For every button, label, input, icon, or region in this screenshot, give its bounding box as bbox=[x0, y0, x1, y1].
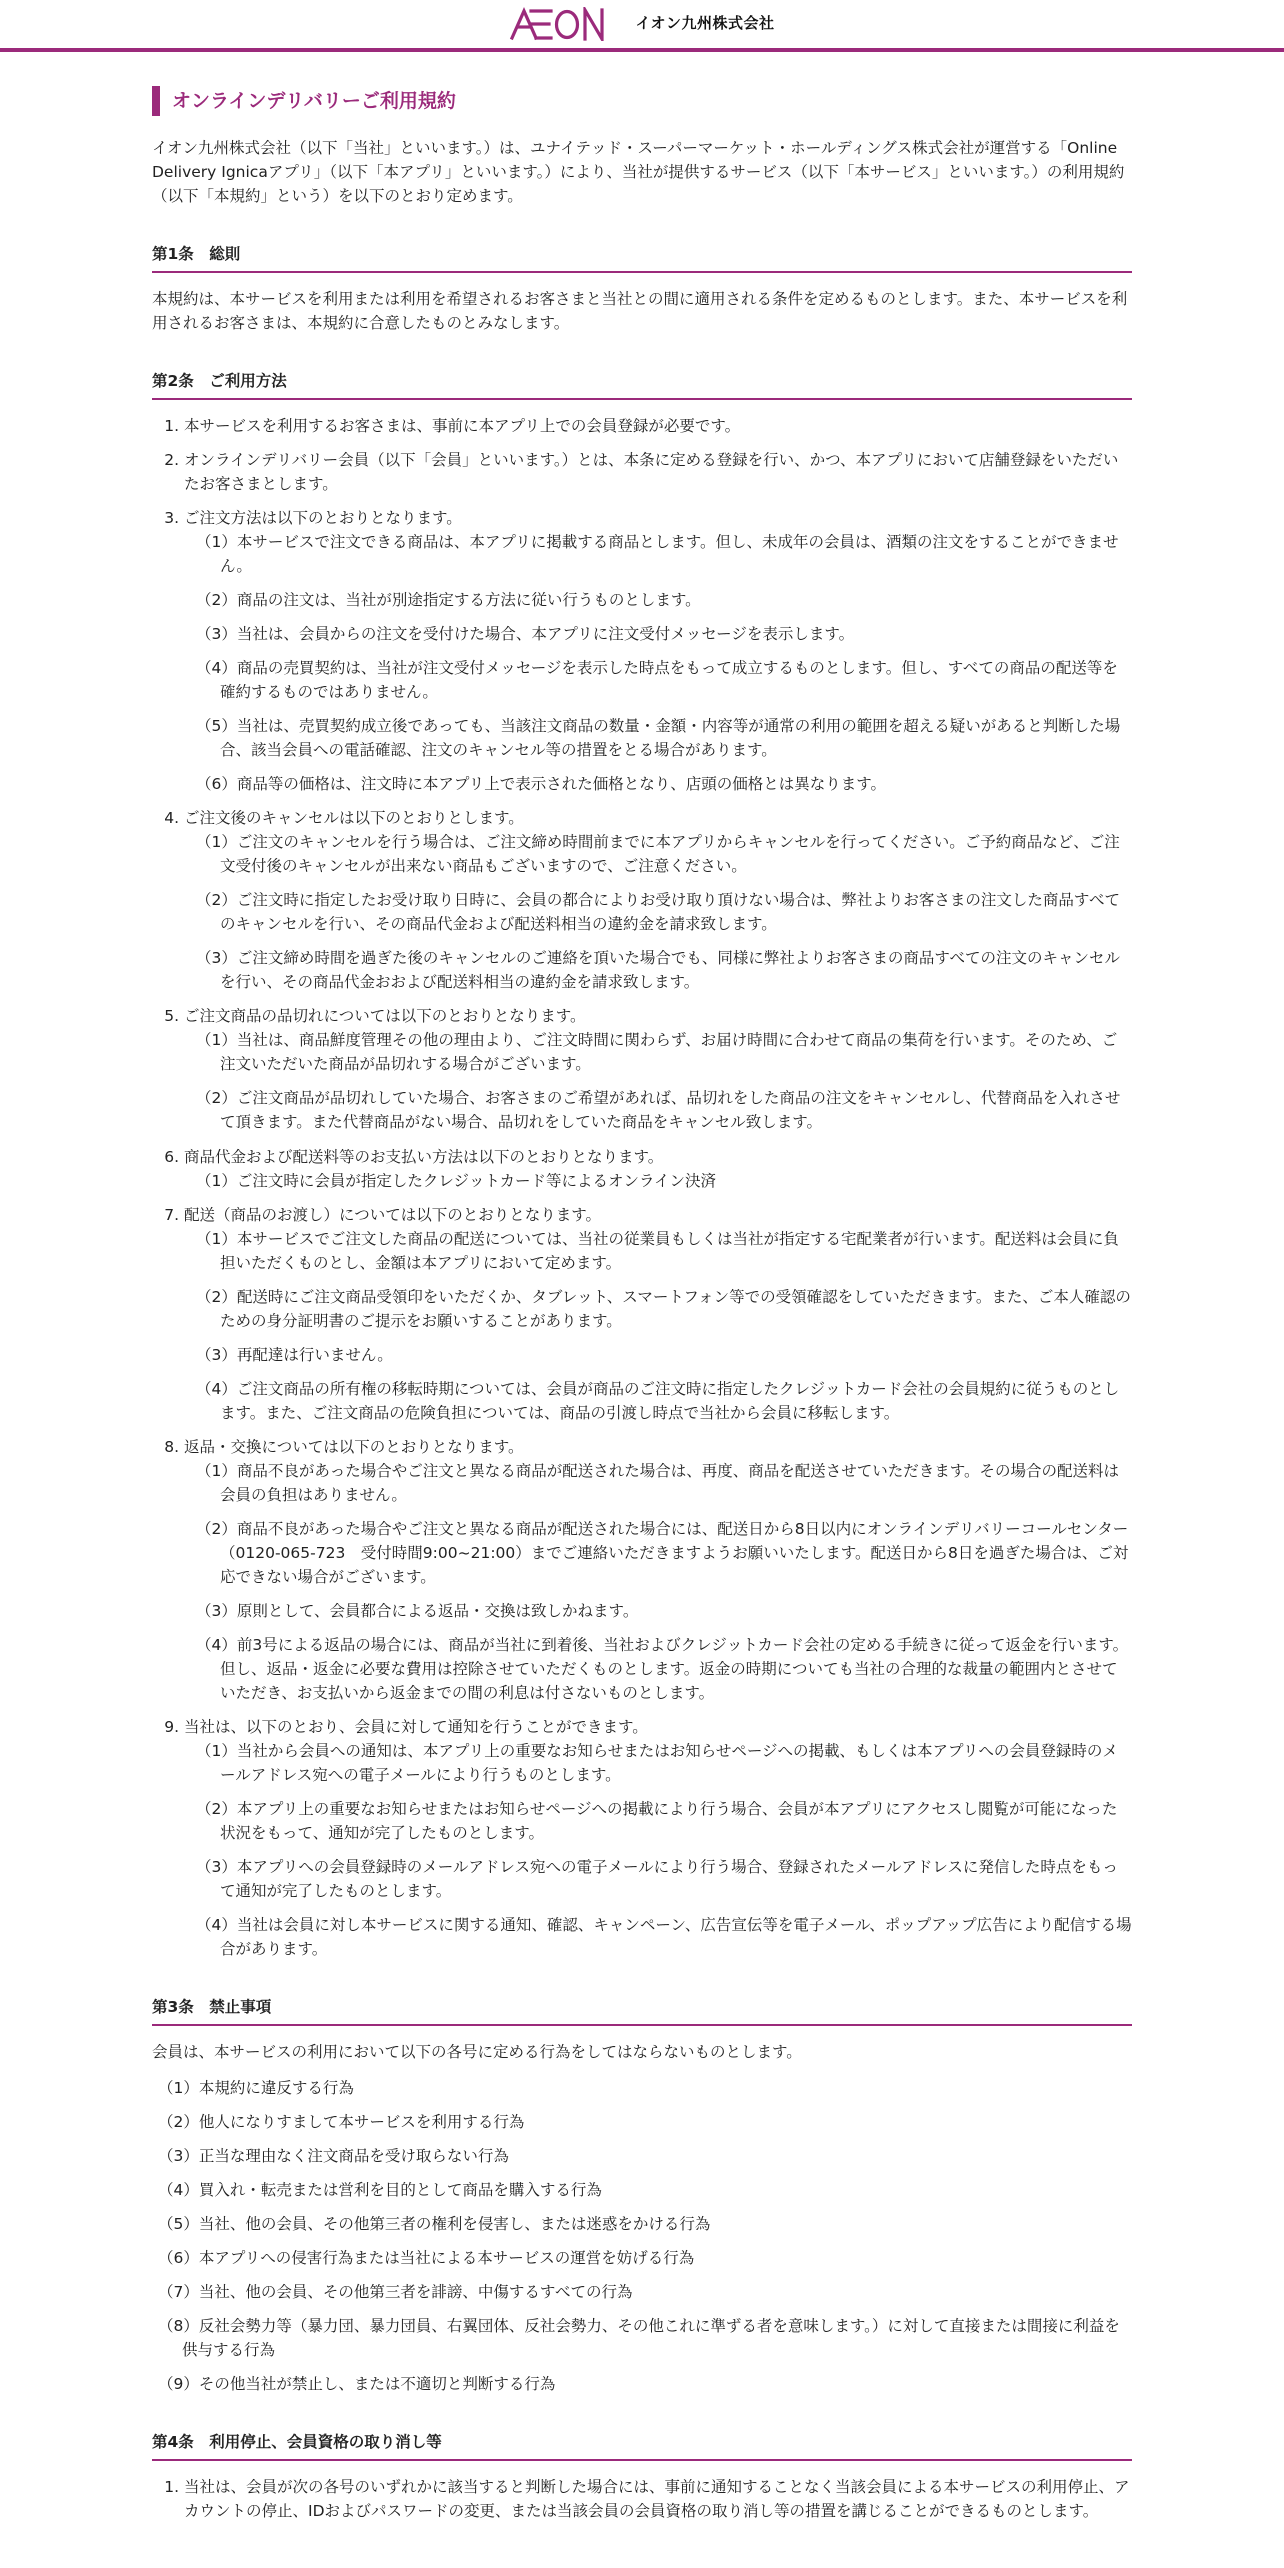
sub-item: （2）本アプリ上の重要なお知らせまたはお知らせページへの掲載により行う場合、会員が本アプリにアクセスし閲覧が可能になった状況をもって、通知が完了したものとします。 bbox=[196, 1799, 1118, 1842]
item-text: 2. オンラインデリバリー会員（以下「会員」といいます。）とは、本条に定める登録を行い、かつ、本アプリにおいて店舗登録をいただいたお客さまとします。 bbox=[184, 451, 1119, 494]
sub-list bbox=[184, 530, 1132, 796]
sub-item: （4）商品の売買契約は、当社が注文受付メッセージを表示した時点をもって成立するものとします。但し、すべての商品の配送等を確約するものではありません。 bbox=[196, 659, 1118, 702]
aeon-logo[interactable] bbox=[509, 4, 605, 44]
company-name: イオン九州株式会社 bbox=[635, 14, 775, 33]
sub-item: （6）商品等の価格は、注文時に本アプリ上で表示された価格となり、店頭の価格とは異なります。 bbox=[196, 775, 887, 794]
item-text: 5. ご注文商品の品切れについては以下のとおりとなります。 bbox=[184, 1007, 586, 1026]
list-item bbox=[184, 414, 1132, 438]
list-item bbox=[184, 1435, 1132, 1705]
article-3-intro: 会員は、本サービスの利用において以下の各号に定める行為をしてはならないものとします。 bbox=[152, 2042, 802, 2061]
sub-item: （1）ご注文のキャンセルを行う場合は、ご注文締め時間前までに本アプリからキャンセルを行ってください。ご予約商品など、ご注文受付後のキャンセルが出来ない商品もございますので、ご注意ください。 bbox=[196, 833, 1120, 876]
item-text: 4. ご注文後のキャンセルは以下のとおりとします。 bbox=[184, 809, 524, 828]
sub-item: （3）当社は、会員からの注文を受付けた場合、本アプリに注文受付メッセージを表示します。 bbox=[196, 625, 855, 644]
article-1-title: 第1条 総則 bbox=[152, 242, 1132, 273]
page-title: オンラインデリバリーご利用規約 bbox=[152, 86, 1132, 116]
prohibited-item: （5）当社、他の会員、その他第三者の権利を侵害し、または迷惑をかける行為 bbox=[158, 2215, 711, 2234]
list-item bbox=[184, 1145, 1132, 1193]
sub-item: （1）当社は、商品鮮度管理その他の理由より、ご注文時間に関わらず、お届け時間に合わせて商品の集荷を行います。そのため、ご注文いただいた商品が品切れする場合がございます。 bbox=[196, 1031, 1118, 1074]
article-1-text: 本規約は、本サービスを利用または利用を希望されるお客さまと当社との間に適用される条件を定めるものとします。また、本サービスを利用されるお客さまは、本規約に合意したものとみなします。 bbox=[152, 290, 1128, 333]
sub-list bbox=[184, 830, 1132, 994]
sub-list bbox=[184, 1739, 1132, 1961]
sub-item: （2）ご注文商品が品切れしていた場合、お客さまのご希望があれば、品切れをした商品の注文をキャンセルし、代替商品を入れさせて頂きます。また代替商品がない場合、品切れをしていた商品をキャンセル致します。 bbox=[196, 1089, 1121, 1132]
prohibited-item: （3）正当な理由なく注文商品を受け取らない行為 bbox=[158, 2147, 509, 2166]
article-2-list bbox=[152, 414, 1132, 1961]
item-text: 8. 返品・交換については以下のとおりとなります。 bbox=[184, 1437, 524, 1456]
item-text: 6. 商品代金および配送料等のお支払い方法は以下のとおりとなります。 bbox=[184, 1147, 664, 1166]
sub-item: （5）当社は、売買契約成立後であっても、当該注文商品の数量・金額・内容等が通常の利用の範囲を超える疑いがあると判断した場合、該当会員への電話確認、注文のキャンセル等の措置をとる場合があります。 bbox=[196, 717, 1121, 760]
sub-item: （2）配送時にご注文商品受領印をいただくか、タブレット、スマートフォン等での受領確認をしていただきます。また、ご本人確認のための身分証明書のご提示をお願いすることがあります。 bbox=[196, 1287, 1131, 1330]
prohibited-item: （7）当社、他の会員、その他第三者を誹謗、中傷するすべての行為 bbox=[158, 2283, 633, 2302]
list-item bbox=[184, 2475, 1132, 2523]
sub-item: （1）本サービスでご注文した商品の配送については、当社の従業員もしくは当社が指定する宅配業者が行います。配送料は会員に負担いただくものとし、金額は本アプリにおいて定めます。 bbox=[196, 1229, 1119, 1272]
sub-item: （3）ご注文締め時間を過ぎた後のキャンセルのご連絡を頂いた場合でも、同様に弊社よりお客さまの商品すべての注文のキャンセルを行い、その商品代金おおよび配送料相当の違約金を請求致します。 bbox=[196, 949, 1121, 992]
sub-list bbox=[184, 1169, 1132, 1193]
sub-item: （4）当社は会員に対し本サービスに関する通知、確認、キャンペーン、広告宣伝等を電子メール、ポップアップ広告により配信する場合があります。 bbox=[196, 1915, 1132, 1958]
list-item bbox=[184, 448, 1132, 496]
aeon-logo-mark bbox=[509, 7, 605, 41]
intro-paragraph: イオン九州株式会社（以下「当社」といいます。）は、ユナイテッド・スーパーマーケット・ホールディングス株式会社が運営する「Online Delivery Ignicaアプリ」（以下「本アプリ」といいます。）により、当社が提供するサービス（以下「本サービス」といいます。）の利用規約（以下「本規約」という）を以下のとおり定めます。 bbox=[152, 139, 1125, 206]
sub-item: （4）前3号による返品の場合には、商品が当社に到着後、当社およびクレジットカード会社の定める手続きに従って返金を行います。但し、返品・返金に必要な費用は控除させていただくものとします。返金の時期についても当社の合理的な裁量の範囲内とさせていただき、お支払いから返金までの間の利息は付さないものとします。 bbox=[196, 1635, 1129, 1702]
sub-item: （3）本アプリへの会員登録時のメールアドレス宛への電子メールにより行う場合、登録されたメールアドレスに発信した時点をもって通知が完了したものとします。 bbox=[196, 1857, 1118, 1900]
sub-item: （1）商品不良があった場合やご注文と異なる商品が配送された場合は、再度、商品を配送させていただきます。その場合の配送料は会員の負担はありません。 bbox=[196, 1461, 1119, 1504]
prohibited-item: （2）他人になりすまして本サービスを利用する行為 bbox=[158, 2113, 525, 2131]
terms-content bbox=[152, 52, 1132, 2523]
list-item bbox=[184, 806, 1132, 994]
sub-list bbox=[184, 1028, 1132, 1134]
sub-item: （1）ご注文時に会員が指定したクレジットカード等によるオンライン決済 bbox=[196, 1171, 717, 1190]
sub-item: （2）ご注文時に指定したお受け取り日時に、会員の都合によりお受け取り頂けない場合は、弊社よりお客さまの注文した商品すべてのキャンセルを行い、その商品代金および配送料相当の違約金を請求致します。 bbox=[196, 891, 1121, 934]
list-item bbox=[184, 1004, 1132, 1134]
item-text: 7. 配送（商品のお渡し）については以下のとおりとなります。 bbox=[184, 1205, 601, 1224]
prohibited-list bbox=[152, 2076, 1132, 2396]
list-item bbox=[184, 506, 1132, 796]
list-item bbox=[184, 1203, 1132, 1425]
list-item bbox=[184, 1715, 1132, 1961]
prohibited-item: （8）反社会勢力等（暴力団、暴力団員、右翼団体、反社会勢力、その他これに準ずる者を意味します。）に対して直接または間接に利益を供与する行為 bbox=[158, 2317, 1120, 2360]
item-text: 1. 当社は、会員が次の各号のいずれかに該当すると判断した場合には、事前に通知することなく当該会員による本サービスの利用停止、アカウントの停止、IDおよびパスワードの変更、または当該会員の会員資格の取り消し等の措置を講じることができるものとします。 bbox=[184, 2478, 1130, 2521]
item-text: 3. ご注文方法は以下のとおりとなります。 bbox=[184, 509, 462, 528]
prohibited-item: （9）その他当社が禁止し、または不適切と判断する行為 bbox=[158, 2375, 556, 2394]
article-3-title: 第3条 禁止事項 bbox=[152, 1995, 1132, 2026]
prohibited-item: （4）買入れ・転売または営利を目的として商品を購入する行為 bbox=[158, 2181, 602, 2200]
prohibited-item: （1）本規約に違反する行為 bbox=[158, 2078, 354, 2097]
item-text: 1. 本サービスを利用するお客さまは、事前に本アプリ上での会員登録が必要です。 bbox=[184, 417, 741, 436]
sub-item: （1）当社から会員への通知は、本アプリ上の重要なお知らせまたはお知らせページへの掲載、もしくは本アプリへの会員登録時のメールアドレス宛への電子メールにより行うものとします。 bbox=[196, 1741, 1118, 1784]
sub-item: （2）商品の注文は、当社が別途指定する方法に従い行うものとします。 bbox=[196, 591, 701, 610]
sub-item: （4）ご注文商品の所有権の移転時期については、会員が商品のご注文時に指定したクレジットカード会社の会員規約に従うものとします。また、ご注文商品の危険負担については、商品の引渡し時点で当社から会員に移転します。 bbox=[196, 1379, 1120, 1422]
sub-item: （3）再配達は行いません。 bbox=[196, 1345, 393, 1364]
site-header bbox=[0, 0, 1284, 52]
sub-item: （1）本サービスで注文できる商品は、本アプリに掲載する商品とします。但し、未成年の会員は、酒類の注文をすることができません。 bbox=[196, 533, 1119, 576]
prohibited-item: （6）本アプリへの侵害行為または当社による本サービスの運営を妨げる行為 bbox=[158, 2249, 695, 2268]
sub-list bbox=[184, 1459, 1132, 1705]
article-4-list bbox=[152, 2475, 1132, 2523]
article-2-title: 第2条 ご利用方法 bbox=[152, 369, 1132, 400]
article-4-title: 第4条 利用停止、会員資格の取り消し等 bbox=[152, 2430, 1132, 2461]
sub-item: （2）商品不良があった場合やご注文と異なる商品が配送された場合には、配送日から8日以内にオンラインデリバリーコールセンター（0120-065-723 受付時間9:00~21:00）までご連絡いただきますようお願いいたします。配送日から8日を過ぎた場合は、ご対応できない場合がございます。 bbox=[196, 1519, 1129, 1586]
item-text: 9. 当社は、以下のとおり、会員に対して通知を行うことができます。 bbox=[184, 1717, 648, 1736]
sub-list bbox=[184, 1227, 1132, 1425]
sub-item: （3）原則として、会員都合による返品・交換は致しかねます。 bbox=[196, 1601, 639, 1620]
